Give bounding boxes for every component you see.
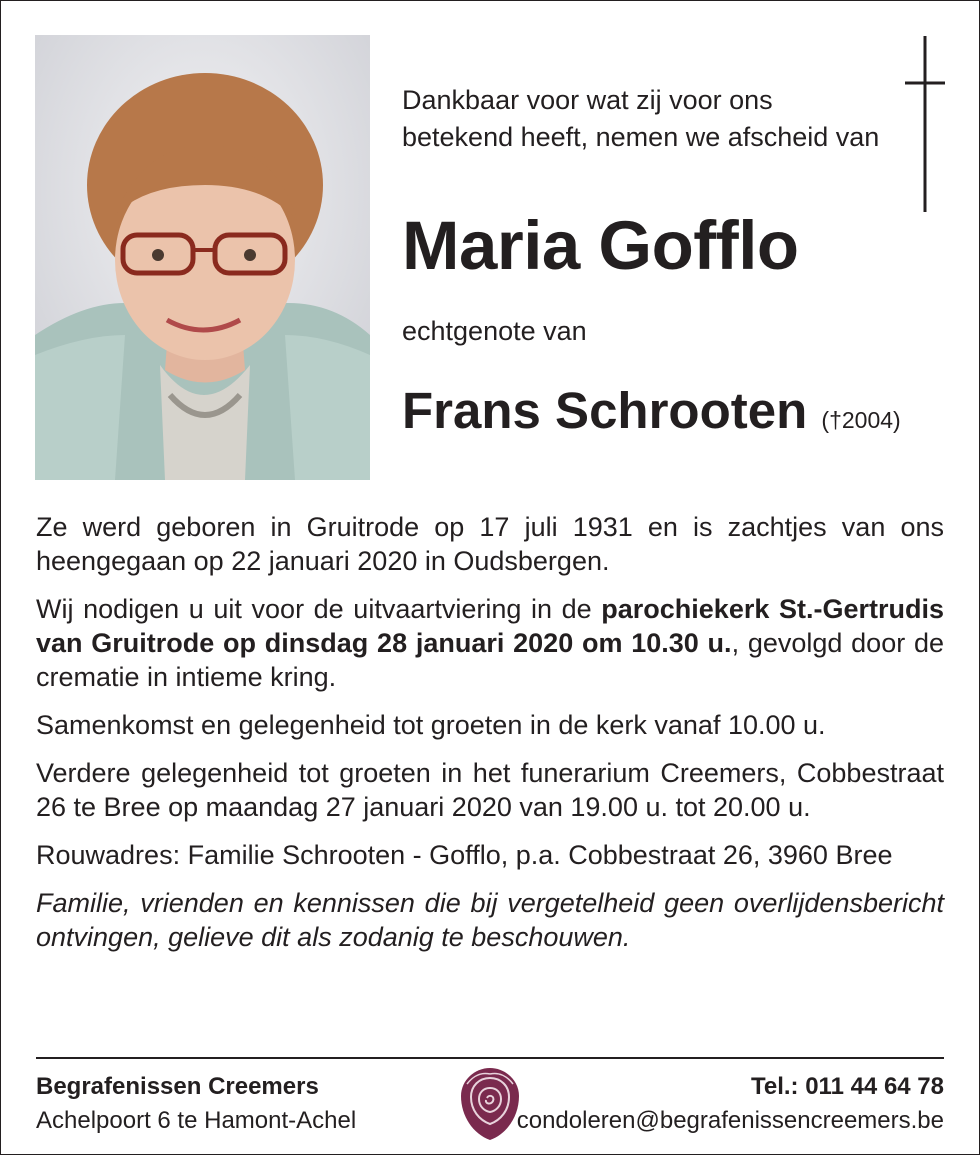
portrait-photo — [35, 35, 370, 480]
footer-contact-block — [517, 1070, 944, 1138]
cross-icon — [905, 36, 945, 212]
deceased-name: Maria Gofflo — [402, 207, 799, 284]
spouse-death-note: (†2004) — [821, 407, 901, 433]
family-notice: Familie, vrienden en kennissen die bij vergetelheid geen overlijdensbericht ontvingen, gelieve dit als zodanig te beschouwen. — [36, 888, 944, 952]
notice-body — [36, 510, 944, 968]
ceremony-paragraph — [36, 592, 944, 694]
footer-company-block — [36, 1070, 356, 1138]
intro-text — [402, 82, 902, 156]
email-address[interactable]: condoleren@begrafenissencreemers.be — [516, 1107, 944, 1134]
company-address: Achelpoort 6 te Hamont-Achel — [36, 1107, 357, 1134]
company-name: Begrafenissen Creemers — [36, 1073, 319, 1100]
ceremony-followup: , gevolgd door de crematie in intieme kring. — [36, 628, 944, 692]
intro-line-2: betekend heeft, nemen we afscheid van — [402, 122, 880, 152]
spouse-label: echtgenote van — [402, 316, 587, 346]
mourning-address: Rouwadres: Familie Schrooten - Gofflo, p.a. Cobbestraat 26, 3960 Bree — [36, 840, 893, 870]
funeral-home-paragraph: Verdere gelegenheid tot groeten in het funerarium Creemers, Cobbestraat 26 te Bree op maandag 27 januari 2020 van 19.00 u. tot 20.00 u. — [36, 758, 944, 822]
gathering-paragraph: Samenkomst en gelegenheid tot groeten in de kerk vanaf 10.00 u. — [36, 710, 826, 740]
footer-divider — [36, 1057, 944, 1059]
phone-number[interactable]: Tel.: 011 44 64 78 — [750, 1073, 944, 1100]
birth-death-paragraph: Ze werd geboren in Gruitrode op 17 juli 1931 en is zachtjes van ons heengegaan op 22 januari 2020 in Oudsbergen. — [36, 512, 944, 576]
ceremony-intro: Wij nodigen u uit voor de uitvaartviering in de — [36, 594, 602, 624]
spouse-line — [402, 380, 901, 451]
spouse-name: Frans Schrooten — [402, 382, 808, 439]
ceremony-details: parochiekerk St.-Gertrudis van Gruitrode op dinsdag 28 januari 2020 om 10.30 u. — [36, 594, 944, 658]
intro-line-1: Dankbaar voor wat zij voor ons — [402, 85, 773, 115]
